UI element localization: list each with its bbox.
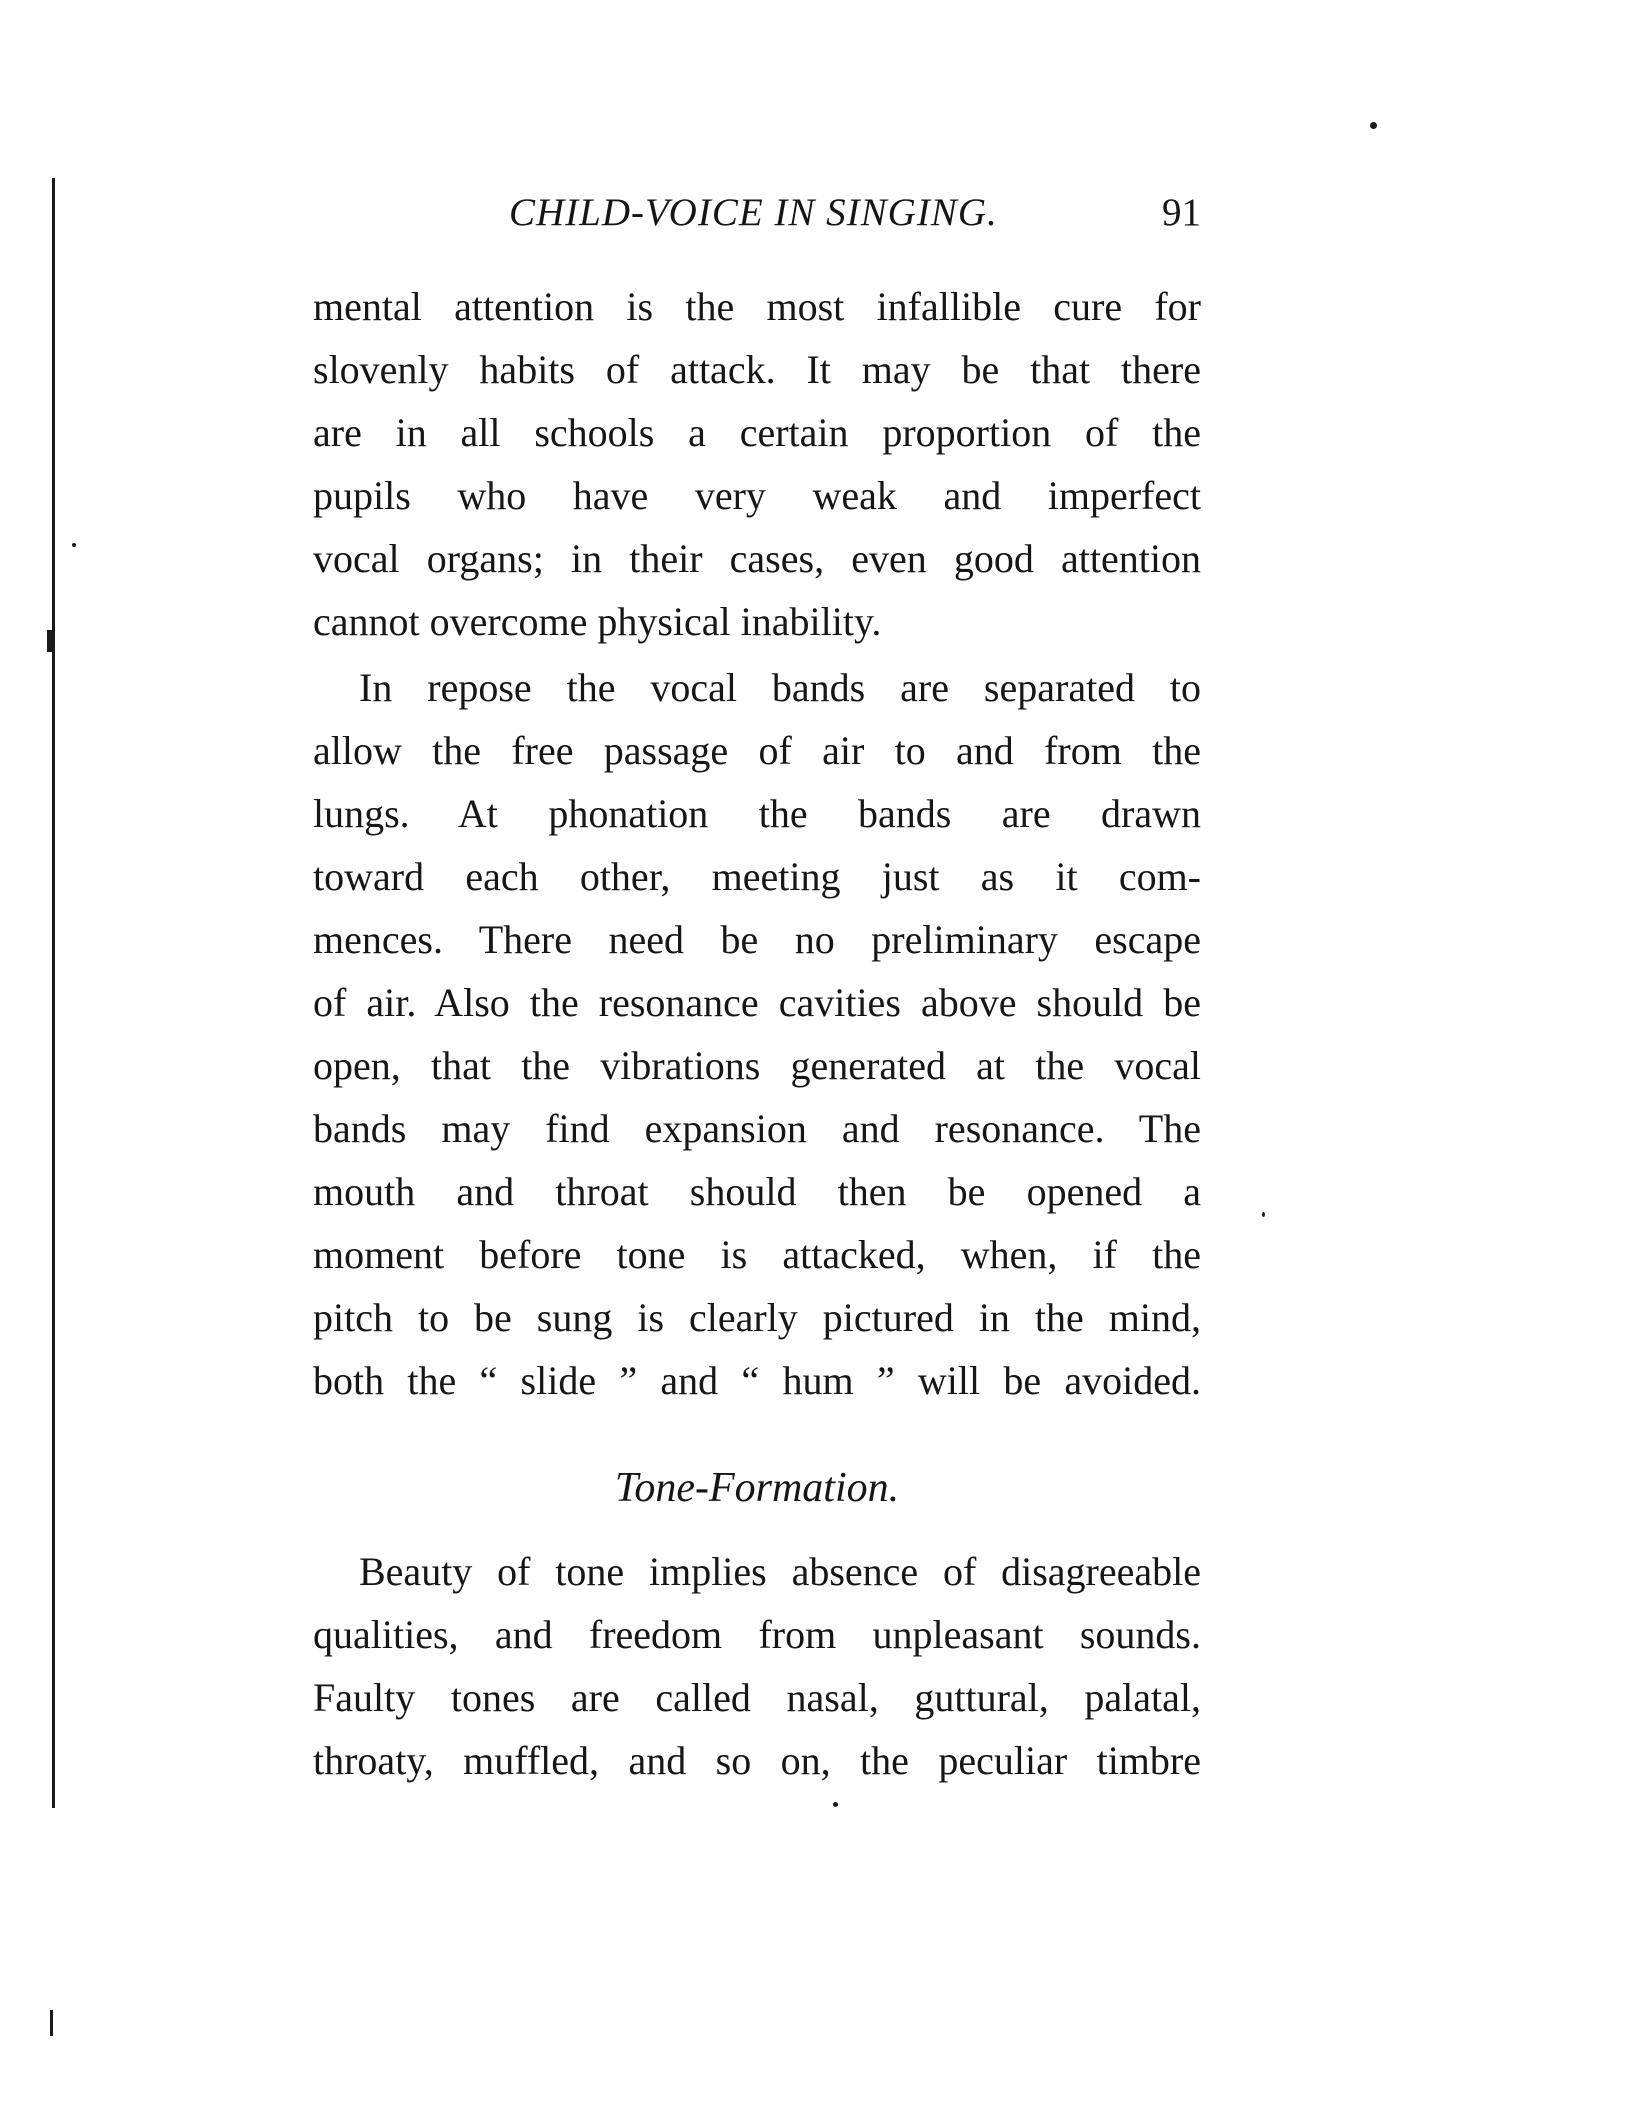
scan-edge-mark [47, 630, 54, 652]
scan-edge-mark [50, 2010, 53, 2036]
text-line: of air. Also the resonance cavities above should be [313, 980, 1201, 1025]
text-line: both the “ slide ” and “ hum ” will be avoided. [313, 1358, 1201, 1403]
text-line: toward each other, meeting just as it com- [313, 854, 1201, 899]
scan-speck [72, 543, 76, 547]
scan-speck [1370, 122, 1377, 129]
text-line: Beauty of tone implies absence of disagreeable [359, 1549, 1201, 1594]
text-line: allow the free passage of air to and from the [313, 728, 1201, 773]
text-line: moment before tone is attacked, when, if the [313, 1232, 1201, 1277]
scan-speck [1262, 1212, 1265, 1217]
text-line: bands may find expansion and resonance. The [313, 1106, 1201, 1151]
scan-edge-line [52, 178, 55, 1808]
running-title: CHILD-VOICE IN SINGING. [509, 191, 998, 234]
text-line: pupils who have very weak and imperfect [313, 473, 1201, 518]
text-line: mental attention is the most infallible cure for [313, 284, 1201, 329]
scan-speck [833, 1802, 838, 1807]
text-line: open, that the vibrations generated at the vocal [313, 1043, 1201, 1088]
paragraph-tone-formation [313, 1540, 1201, 1792]
text-line: throaty, muffled, and so on, the peculiar timbre [313, 1738, 1201, 1783]
text-line: pitch to be sung is clearly pictured in the mind, [313, 1295, 1201, 1340]
text-line: In repose the vocal bands are separated to [359, 665, 1201, 710]
running-head [313, 190, 1213, 250]
text-line: Faulty tones are called nasal, guttural, palatal, [313, 1675, 1201, 1720]
paragraph-continuation [313, 275, 1201, 653]
text-line: are in all schools a certain proportion of the [313, 410, 1201, 455]
text-line: vocal organs; in their cases, even good attention [313, 536, 1201, 581]
text-line: qualities, and freedom from unpleasant sounds. [313, 1612, 1201, 1657]
paragraph-vocal-bands [313, 656, 1201, 1412]
text-line: slovenly habits of attack. It may be that there [313, 347, 1201, 392]
text-line: lungs. At phonation the bands are drawn [313, 791, 1201, 836]
text-line: mences. There need be no preliminary escape [313, 917, 1201, 962]
page-number: 91 [1162, 191, 1201, 234]
text-line: mouth and throat should then be opened a [313, 1169, 1201, 1214]
text-line: cannot overcome physical inability. [313, 599, 882, 644]
section-heading: Tone-Formation. [614, 1465, 900, 1511]
